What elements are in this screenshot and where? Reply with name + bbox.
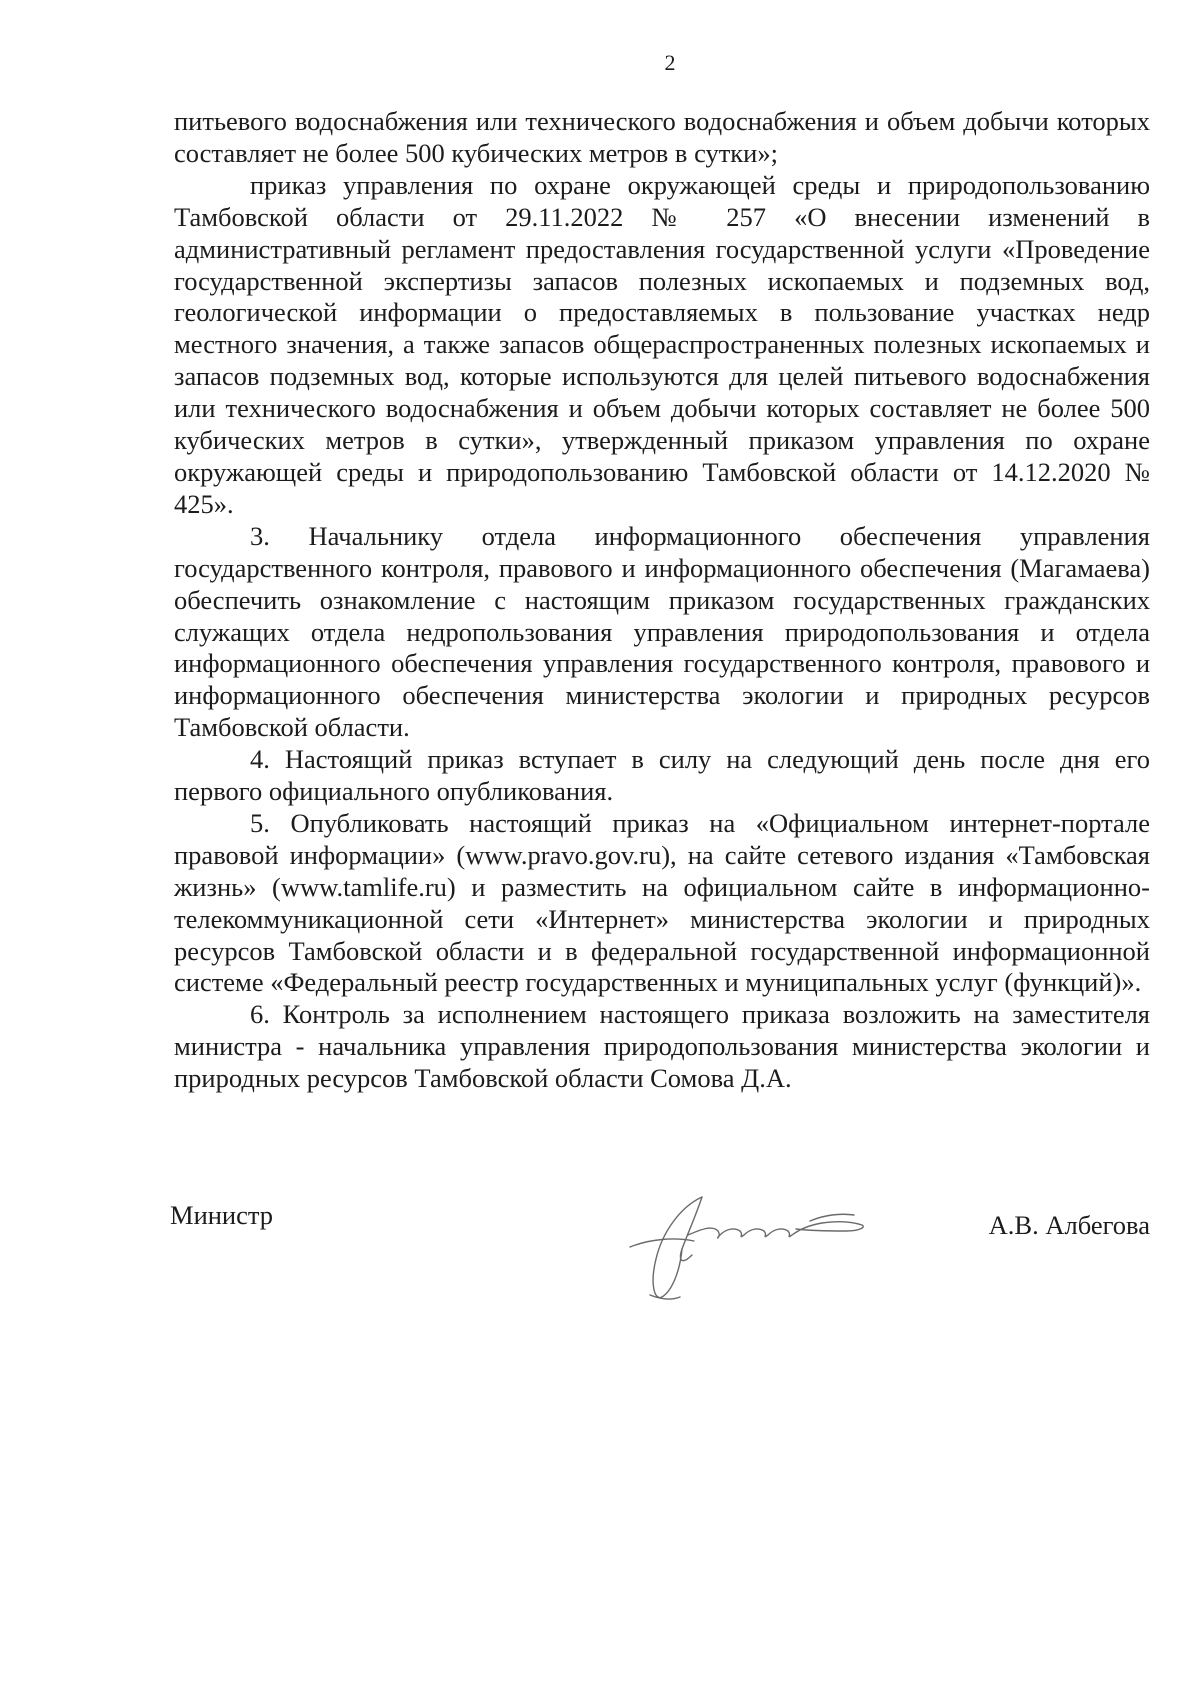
signatory-name: А.В. Албегова <box>988 1210 1150 1240</box>
paragraph-item-3: 3. Начальнику отдела информационного обеспечения управления государственного контроля, правового и информационного обеспечения (Магамаева) обеспечить ознакомление с настоящим приказом государственных гражданских служащих отдела недропользования управления природопользования и отдела информационного обеспечения управления государственного контроля, правового и информационного обеспечения министерства экологии и природных ресурсов Тамбовской области. <box>174 520 1150 743</box>
signatory-title: Министр <box>170 1200 274 1230</box>
page-number: 2 <box>664 50 676 75</box>
paragraph-item-4: 4. Настоящий приказ вступает в силу на следующий день после дня его первого официального опубликования. <box>174 744 1150 807</box>
signature-block <box>170 1185 1150 1325</box>
paragraph-continuation: питьевого водоснабжения или технического водоснабжения и объем добычи которых составляет не более 500 кубических метров в сутки»; <box>174 106 1150 168</box>
paragraph-item-6: 6. Контроль за исполнением настоящего приказа возложить на заместителя министра - начальника управления природопользования министерства экологии и природных ресурсов Тамбовской области Сомова Д.А. <box>174 999 1150 1094</box>
document-body <box>174 106 1150 1095</box>
paragraph-item-5: 5. Опубликовать настоящий приказ на «Официальном интернет-портале правовой информации» (www.pravo.gov.ru), на сайте сетевого издания «Тамбовская жизнь» (www.tamlife.ru) и разместить на официальном сайте в информационно-телекоммуникационной сети «Интернет» министерства экологии и природных ресурсов Тамбовской области и в федеральной государственной информационной системе «Федеральный реестр государственных и муниципальных услуг (функций)». <box>174 807 1150 998</box>
paragraph-order-257: приказ управления по охране окружающей среды и природопользованию Тамбовской области от 29.11.2022 № 257 «О внесении изменений в административный регламент предоставления государственной услуги «Проведение государственной экспертизы запасов полезных ископаемых и подземных вод, геологической информации о предоставляемых в пользование участках недр местного значения, а также запасов общераспространенных полезных ископаемых и запасов подземных вод, которые используются для целей питьевого водоснабжения или технического водоснабжения и объем добычи которых составляет не более 500 кубических метров в сутки», утвержденный приказом управления по охране окружающей среды и природопользованию Тамбовской области от 14.12.2020 № 425». <box>174 169 1150 519</box>
handwritten-signature <box>610 1185 910 1310</box>
